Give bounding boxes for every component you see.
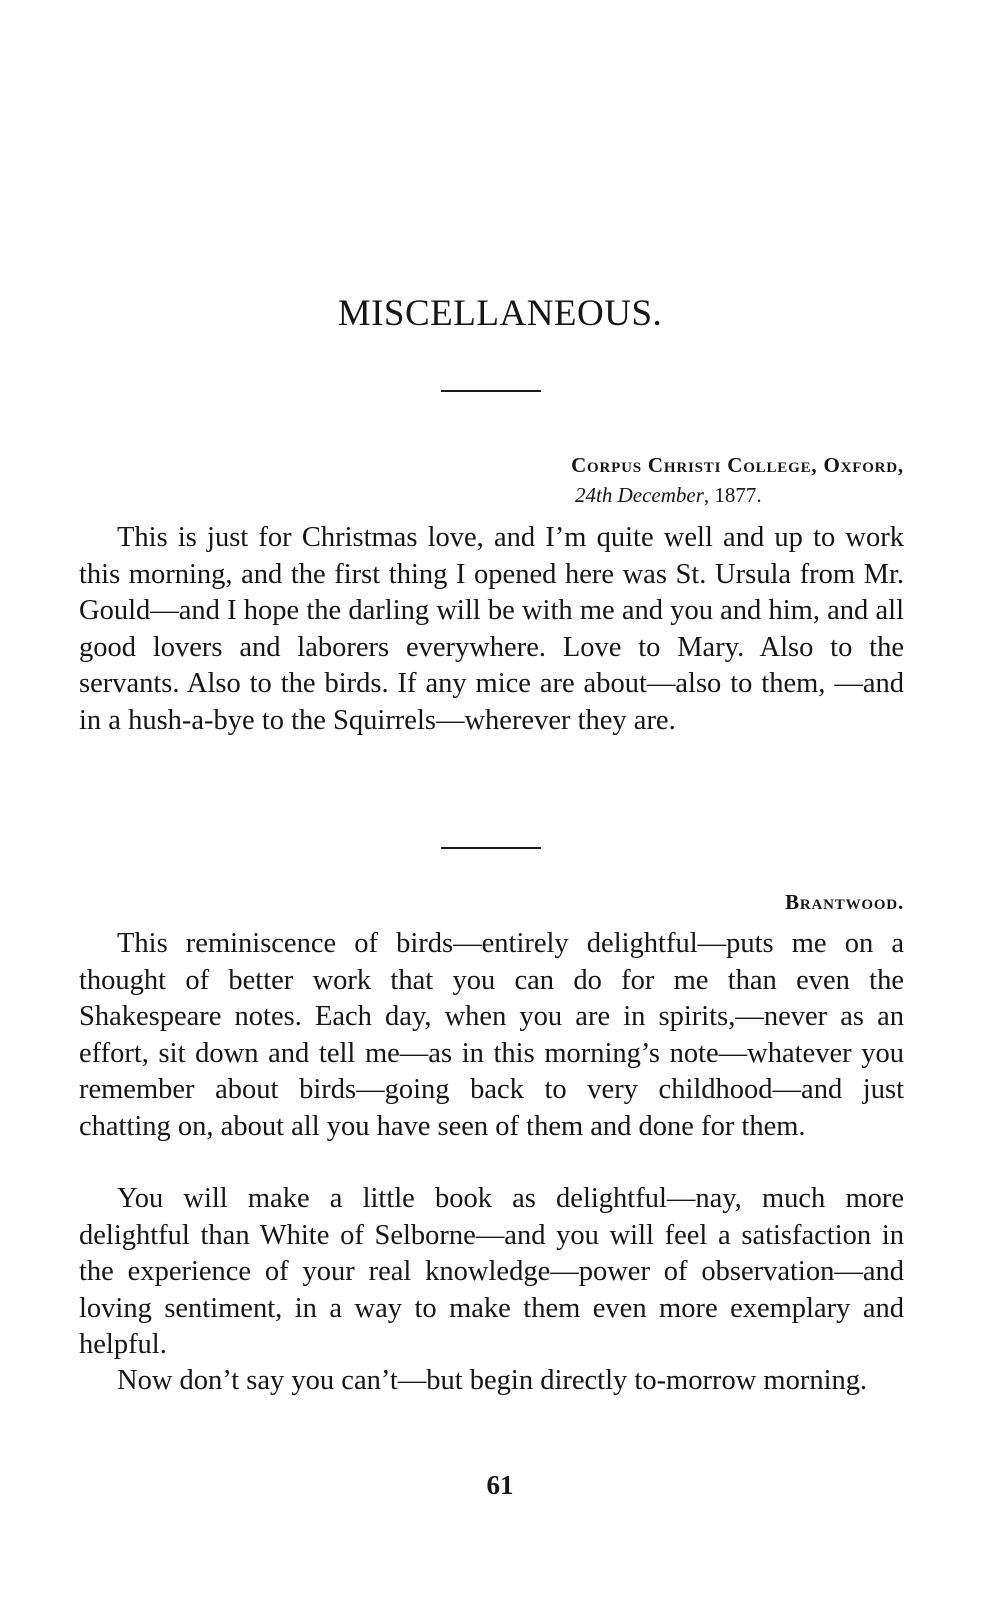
letter-1-place: Corpus Christi College, Oxford, xyxy=(571,453,904,477)
section-title: MISCELLANEOUS. xyxy=(337,293,663,334)
letter-2-place: Brantwood. xyxy=(785,890,904,914)
letter-1-paragraph: This is just for Christmas love, and I’m quite well and up to work this morning, and the first thing I opened here was St. Ursula from Mr. Gould—and I hope the darling will be with me and you and him, and all good lovers and laborers everywhere. Love to Mary. Also to the servants. Also to the birds. If any mice are about—also to them, —and in a hush-a-bye to the Squirrels—wherever they are. xyxy=(79,522,904,736)
letter-2-paragraph-2: You will make a little book as delightful—nay, much more delightful than White of Selborne—and you will feel a satisfaction in the experience of your real knowledge—power of observation—and loving sentiment, in a way to make them even more exemplary and helpful. xyxy=(79,1183,904,1360)
section-divider xyxy=(441,390,541,392)
letter-1-date-day: 24th December xyxy=(575,483,704,507)
letter-2-paragraph-1: This reminiscence of birds—entirely delightful—puts me on a thought of better work that you can do for me than even the Shakespeare notes. Each day, when you are in spirits,—never as an effort, sit down and tell me—as in this morning’s note—whatever you remember about birds—going back to very childhood—and just chatting on, about all you have seen of them and done for them. xyxy=(79,928,904,1142)
page-number: 61 xyxy=(486,1470,514,1500)
letter-2-paragraph-3: Now don’t say you can’t—but begin directly to-morrow morning. xyxy=(117,1365,868,1396)
letter-divider xyxy=(441,847,541,849)
letter-1-date xyxy=(575,483,762,508)
letter-1-date-year: , 1877. xyxy=(703,483,762,507)
